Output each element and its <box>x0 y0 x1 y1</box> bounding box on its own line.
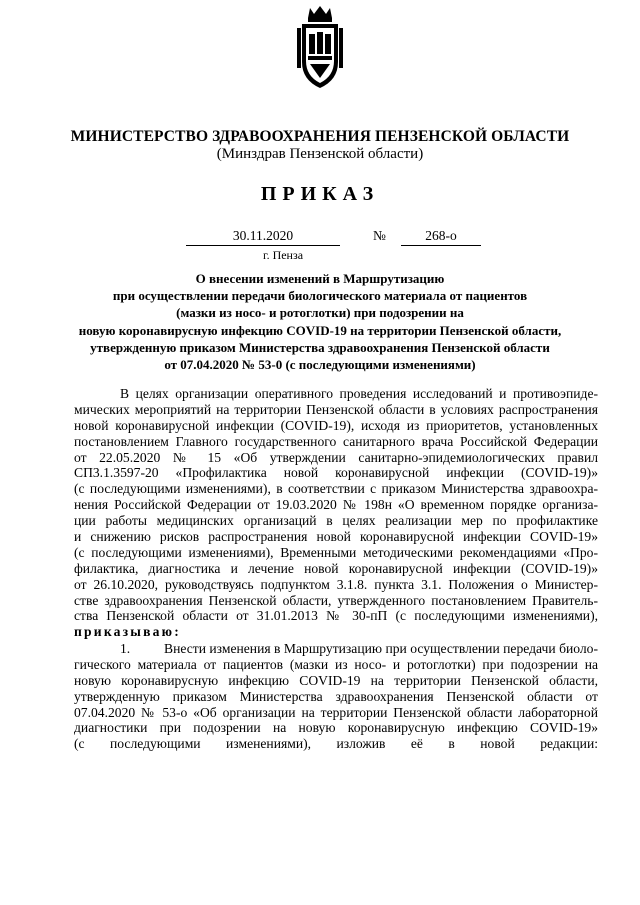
text-line: новую коронавирусную инфекцию COVID-19 на территории Пензенской области, <box>74 672 598 688</box>
preamble-paragraph <box>74 386 598 640</box>
text-line: от 22.05.2020 № 15 «Об утверждении санитарно-эпидемиологических правил <box>74 449 598 465</box>
heading-line: (мазки из носо- и ротоглотки) при подозрении на <box>176 305 464 321</box>
ministry-title: МИНИСТЕРСТВО ЗДРАВООХРАНЕНИЯ ПЕНЗЕНСКОЙ ОБЛАСТИ <box>70 128 570 145</box>
city: г. Пенза <box>263 248 304 262</box>
order-keyword: приказываю: <box>74 624 181 640</box>
text-line: и снижению рисков распространения новой коронавирусной инфекции COVID-19» <box>74 529 598 545</box>
text-line: СП3.1.3597-20 «Профилактика новой коронавирусной инфекции (COVID-19)» <box>74 465 598 481</box>
text-line: В целях организации оперативного проведения исследований и противоэпиде- <box>120 386 598 401</box>
item-paragraph <box>74 641 598 752</box>
text-line: (с последующими изменениями), Временными методическими рекомендациями «Про- <box>74 544 598 560</box>
item-number: 1. <box>120 641 131 656</box>
heading-line: утвержденную приказом Министерства здравоохранения Пензенской области <box>90 339 550 355</box>
number-sign: № <box>373 228 386 243</box>
text-line: постановлением Главного государственного санитарного врача Российской Федерации <box>74 433 598 449</box>
text-line: новой коронавирусной инфекции (COVID-19), исходя из приоритетов, установленных <box>74 417 598 433</box>
text-line: филактика, диагностика и лечение новой коронавирусной инфекции (COVID-19)» <box>74 560 598 576</box>
text-line: нения Российской Федерации от 19.03.2020 № 198н «О временном порядке организа- <box>74 497 598 513</box>
text-line: от 26.10.2020, руководствуясь подпунктом 3.1.8. пункта 3.1. Положения о Министер- <box>74 576 598 592</box>
heading-line: новую коронавирусную инфекцию COVID-19 на территории Пензенской области, <box>78 322 562 338</box>
text-line: (с последующими изменениями), изложив её в новой редакции: <box>74 736 598 752</box>
order-number: 268-о <box>401 228 481 246</box>
document-type: ПРИКАЗ <box>260 183 380 205</box>
ministry-short-name: (Минздрав Пензенской области) <box>216 146 424 162</box>
text-line: диагностики при подозрении на новую коронавирусную инфекцию COVID-19» <box>74 720 598 736</box>
text-line: 07.04.2020 № 53-о «Об организации на территории Пензенской области лабораторной <box>74 704 598 720</box>
order-date: 30.11.2020 <box>186 228 340 246</box>
order-heading <box>0 270 640 373</box>
text-line: стве здравоохранения Пензенской области, утвержденного постановлением Правитель- <box>74 592 598 608</box>
text-line: ции работы медицинских организаций в целях реализации мер по профилактике <box>74 513 598 529</box>
text-line: (с последующими изменениями), в соответствии с приказом Министерства здравоохра- <box>74 481 598 497</box>
heading-line: при осуществлении передачи биологического материала от пациентов <box>112 288 528 304</box>
coat-of-arms-icon <box>296 4 344 90</box>
heading-line: от 07.04.2020 № 53-0 (с последующими изменениями) <box>164 357 476 373</box>
text-line: ства Пензенской области от 31.01.2013 № 30-пП (с последующими изменениями), <box>74 608 598 624</box>
text-line: мических мероприятий на территории Пензенской области в условиях распространения <box>74 401 598 417</box>
text-line: гического материала от пациентов (мазки из носо- и ротоглотки) при подозрении на <box>74 656 598 672</box>
order-keyword-line <box>74 624 598 640</box>
text-line: утвержденную приказом Министерства здравоохранения Пензенской области от <box>74 688 598 704</box>
text-line <box>74 641 598 657</box>
item-text: Внести изменения в Маршрутизацию при осуществлении передачи биоло- <box>164 641 598 656</box>
heading-line: О внесении изменений в Маршрутизацию <box>195 271 445 286</box>
